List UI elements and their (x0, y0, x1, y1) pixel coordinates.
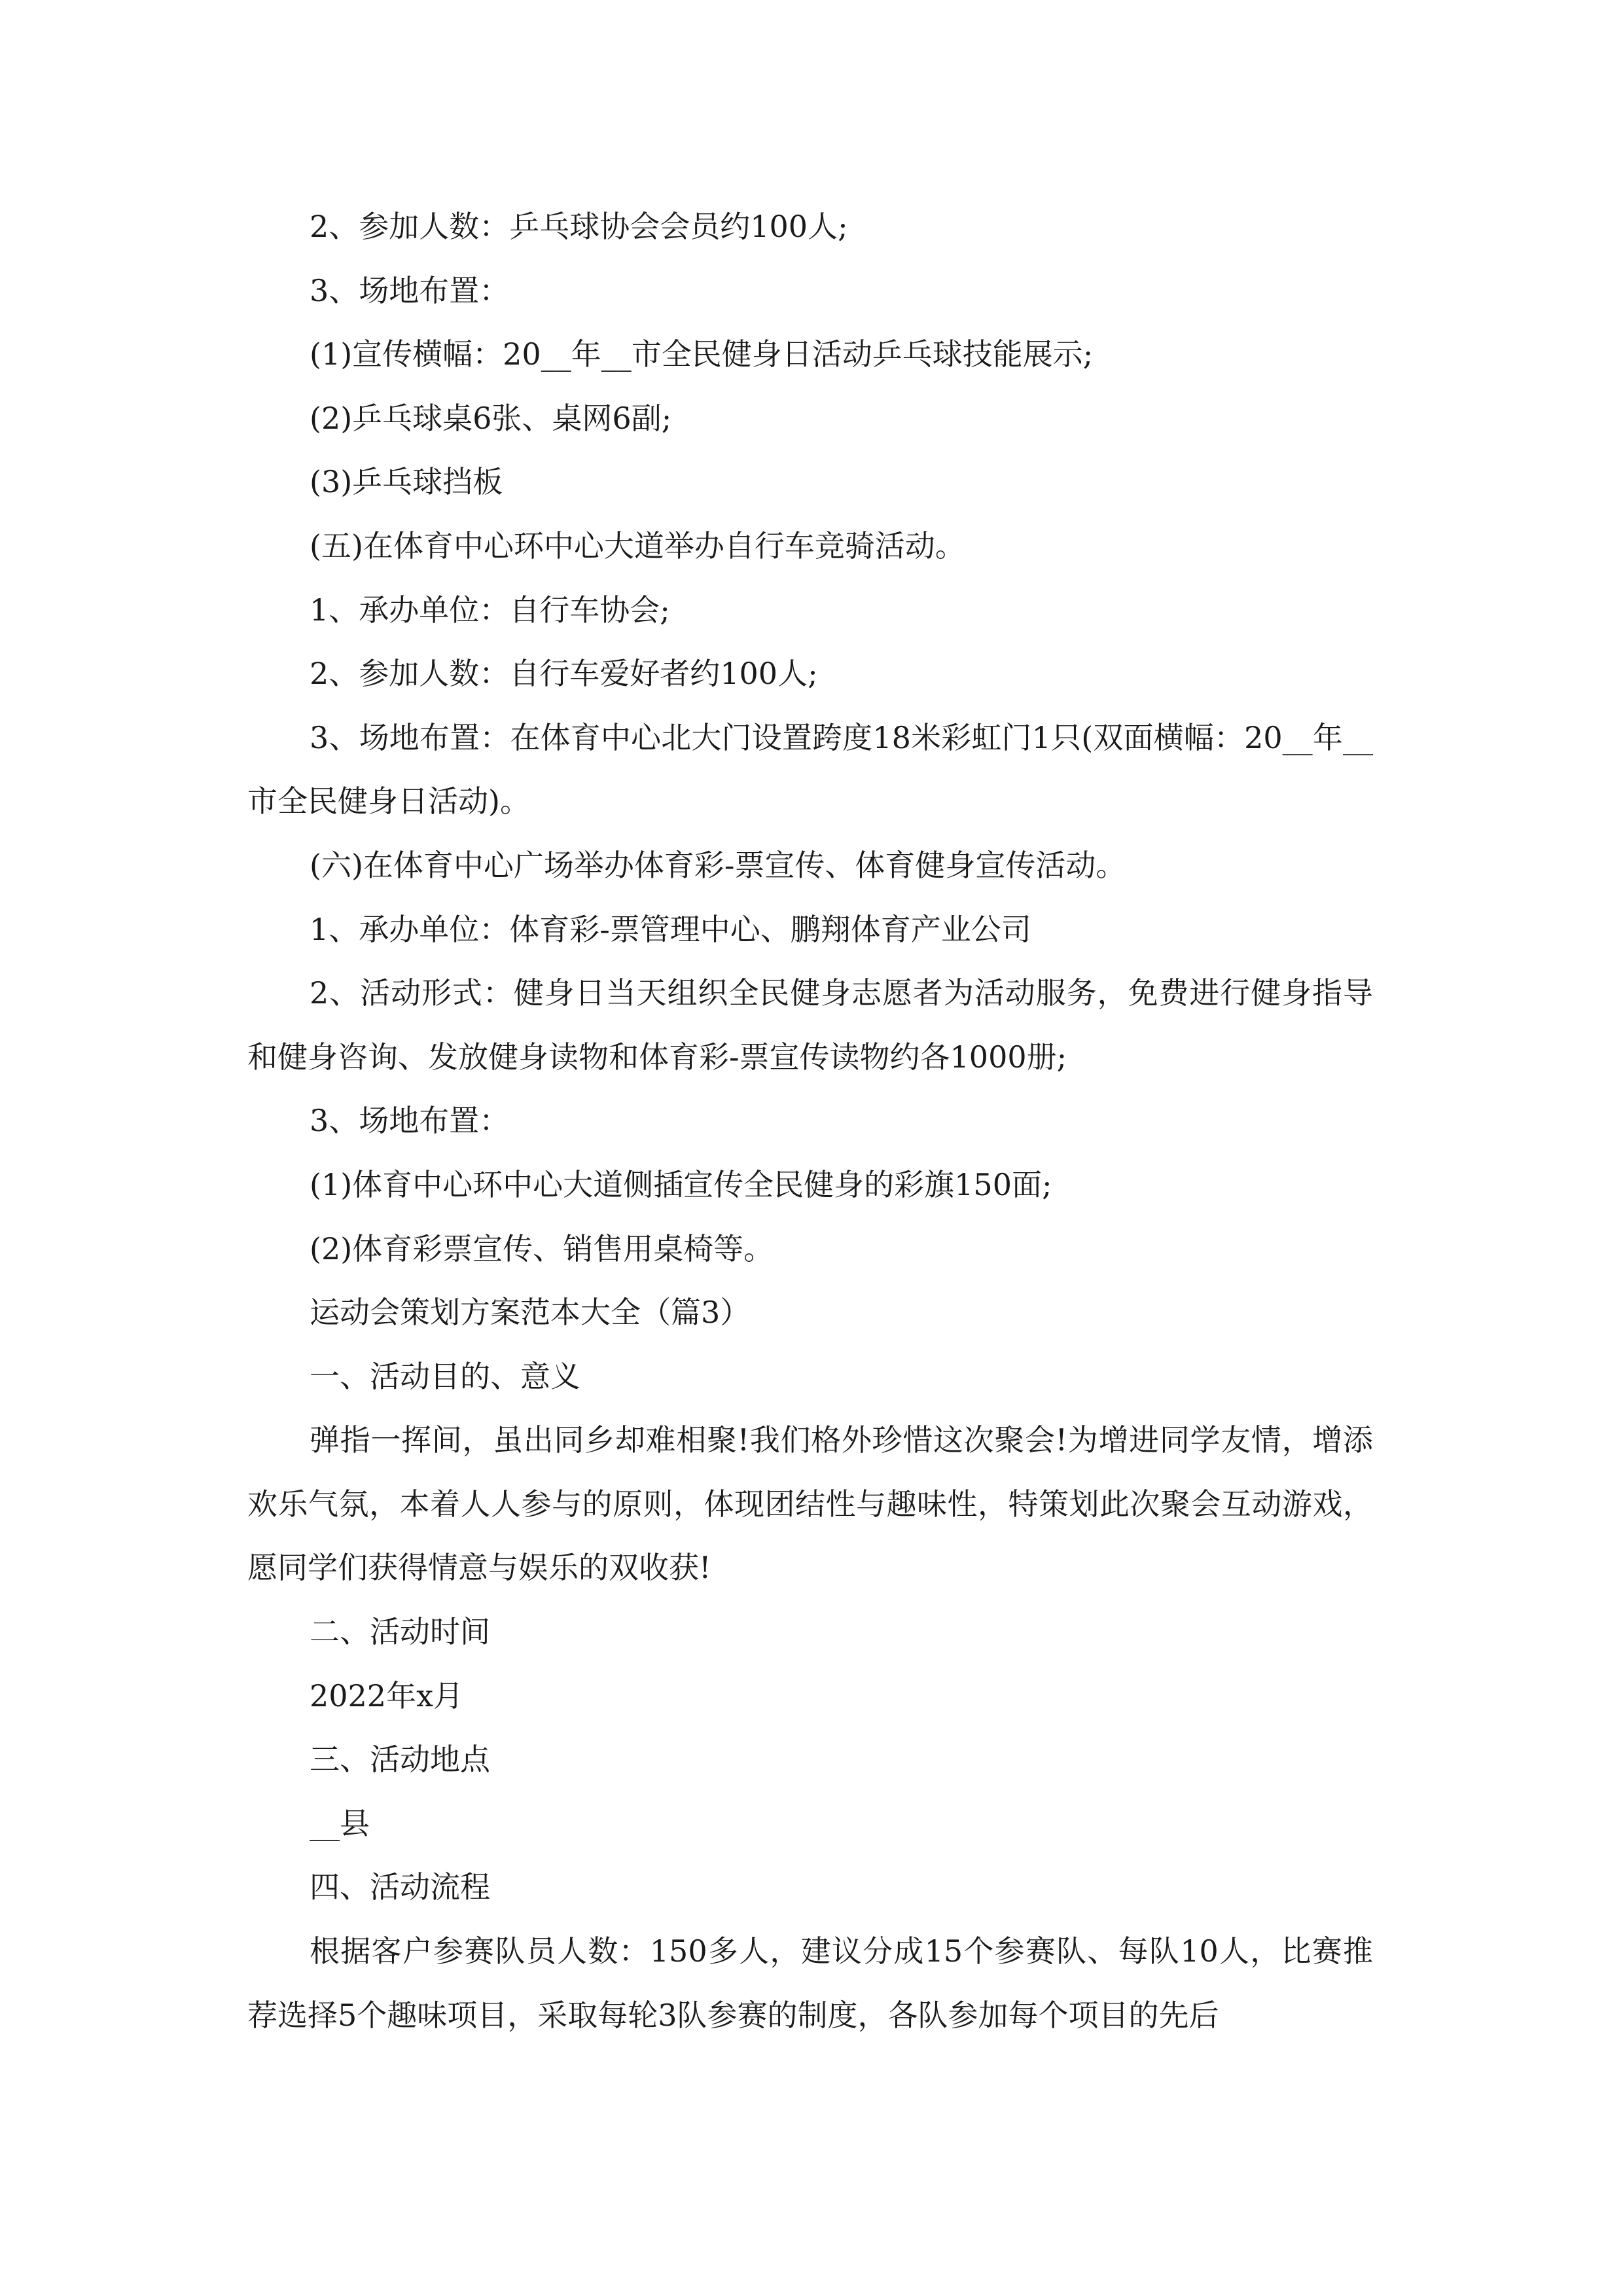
paragraph: (2)乒乓球桌6张、桌网6副; (310, 400, 672, 436)
paragraph: __县 (310, 1805, 370, 1841)
section-heading: 四、活动流程 (310, 1869, 490, 1905)
paragraph: 2、参加人数：乒乓球协会会员约100人; (310, 209, 848, 244)
paragraph: 2、参加人数：自行车爱好者约100人; (310, 656, 818, 692)
paragraph: 3、场地布置： (310, 272, 510, 308)
paragraph: 2022年x月 (310, 1677, 464, 1713)
section-heading: (五)在体育中心环中心大道举办自行车竞骑活动。 (310, 528, 965, 564)
section-heading: 三、活动地点 (310, 1742, 490, 1778)
section-heading: (六)在体育中心广场举办体育彩-票宣传、体育健身宣传活动。 (310, 847, 1126, 883)
paragraph: 1、承办单位：自行车协会; (310, 592, 670, 628)
paragraph: 根据客户参赛队员人数：150多人，建议分成15个参赛队、每队10人，比赛推荐选择5个趣味项目，采取每轮3队参赛的制度，各队参加每个项目的先后 (247, 1933, 1373, 2033)
paragraph: (2)体育彩票宣传、销售用桌椅等。 (310, 1230, 774, 1266)
paragraph: 3、场地布置：在体育中心北大门设置跨度18米彩虹门1只(双面横幅：20__年__市全民健身日活动)。 (247, 719, 1373, 819)
paragraph: 2、活动形式：健身日当天组织全民健身志愿者为活动服务，免费进行健身指导和健身咨询、发放健身读物和体育彩-票宣传读物约各1000册; (247, 975, 1373, 1075)
paragraph: 3、场地布置： (310, 1103, 510, 1139)
paragraph: 弹指一挥间，虽出同乡却难相聚!我们格外珍惜这次聚会!为增进同学友情，增添欢乐气氛，本着人人参与的原则，体现团结性与趣味性，特策划此次聚会互动游戏，愿同学们获得情意与娱乐的双收获! (247, 1422, 1373, 1586)
article-title: 运动会策划方案范本大全（篇3） (310, 1295, 751, 1331)
paragraph: 1、承办单位：体育彩-票管理中心、鹏翔体育产业公司 (310, 911, 1031, 947)
paragraph: (1)宣传横幅：20__年__市全民健身日活动乒乓球技能展示; (310, 336, 1094, 372)
paragraph: (1)体育中心环中心大道侧插宣传全民健身的彩旗150面; (310, 1166, 1052, 1202)
paragraph: (3)乒乓球挡板 (310, 464, 503, 500)
section-heading: 一、活动目的、意义 (310, 1358, 580, 1394)
document-body (247, 195, 1373, 2047)
section-heading: 二、活动时间 (310, 1614, 490, 1650)
